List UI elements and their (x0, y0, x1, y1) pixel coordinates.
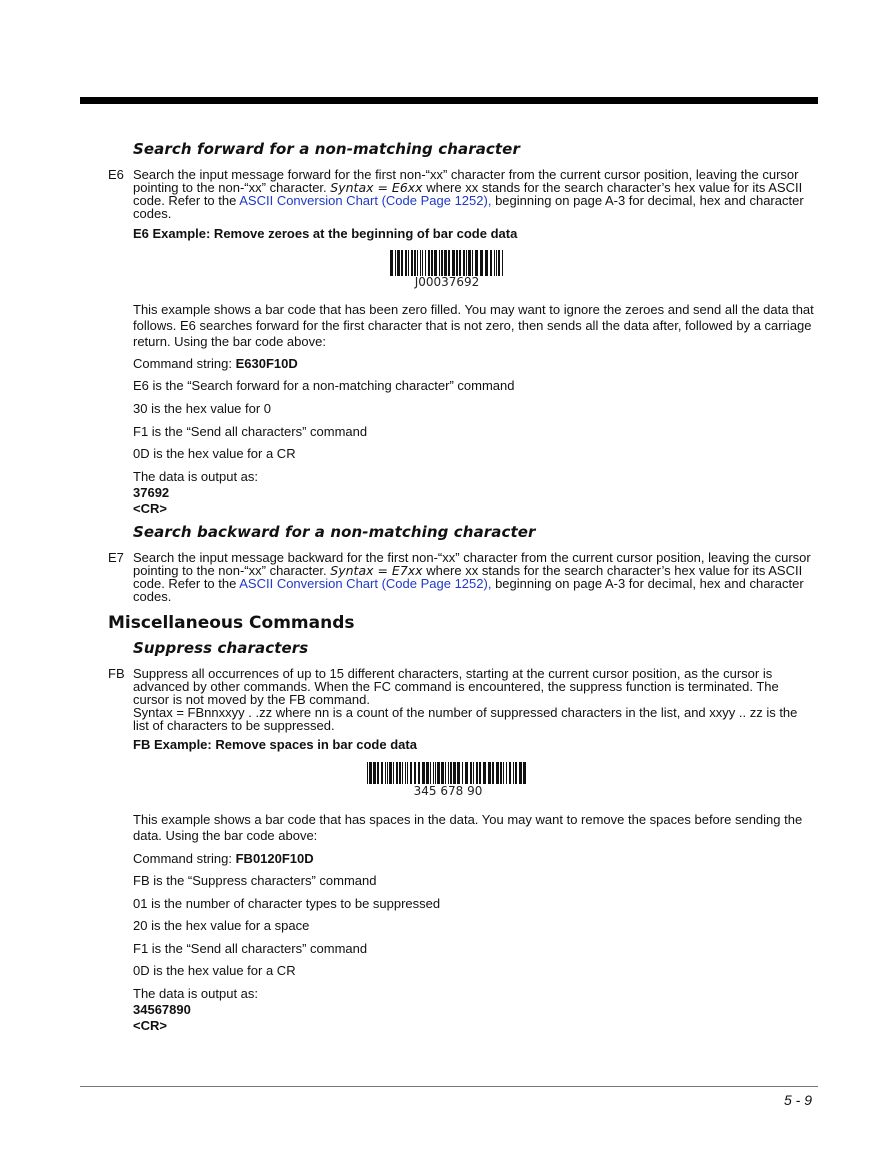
barcode-bar (445, 762, 446, 784)
header-rule (80, 97, 818, 104)
barcode-bar (465, 762, 468, 784)
barcode-bar (480, 250, 483, 276)
barcode-bar (448, 762, 449, 784)
barcode-bar (408, 250, 409, 276)
fb-example-title: FB Example: Remove spaces in bar code data (133, 737, 417, 752)
barcode-bar (410, 762, 412, 784)
fb-command-label: Command string: (133, 851, 232, 866)
barcode-bar (472, 250, 473, 276)
barcode-bar (431, 250, 433, 276)
page-number: 5 - 9 (783, 1092, 812, 1108)
barcode-bar (459, 250, 461, 276)
barcode-bar (502, 250, 503, 276)
barcode-bar (444, 250, 447, 276)
barcode-bar (456, 250, 458, 276)
barcode-bar (422, 762, 425, 784)
e6-line-2: 30 is the hex value for 0 (133, 401, 272, 416)
e6-desc-a: Search the input message forward for the first non-“xx” character from the current cursor position, leaving the cursor pointing to the non-“xx” character. (133, 167, 799, 195)
barcode-bar (373, 762, 376, 784)
e6-output-cr: <CR> (133, 501, 167, 516)
barcode-bar (414, 762, 416, 784)
barcode-bar (462, 762, 463, 784)
barcode-bar (475, 250, 478, 276)
barcode-bar (515, 762, 517, 784)
heading-search-backward: Search backward for a non-matching character (133, 523, 536, 541)
barcode-bar (448, 250, 450, 276)
fb-command-string (133, 851, 314, 867)
fb-output-value: 34567890 (133, 1002, 191, 1017)
e6-command-string (133, 356, 298, 372)
barcode-bar (523, 762, 526, 784)
barcode-bar (390, 250, 393, 276)
barcode-bar (470, 762, 472, 784)
barcode-bar (369, 762, 372, 784)
command-code-e7: E7 (108, 550, 124, 565)
e6-line-1: E6 is the “Search forward for a non-matching character” command (133, 378, 515, 393)
e6-output-value: 37692 (133, 485, 170, 500)
barcode-bar (509, 762, 511, 784)
barcode-bar (437, 762, 440, 784)
barcode-bar (399, 762, 401, 784)
barcode-bar (434, 250, 437, 276)
fb-desc: Suppress all occurrences of up to 15 different characters, starting at the current cursor position, as the cursor is advanced by other commands. When the FC command is encountered, the suppress function is terminated. The cursor is not moved by the FB command. (133, 666, 779, 707)
barcode-e6-image (389, 250, 505, 292)
fb-command-value: FB0120F10D (235, 851, 314, 866)
barcode-bar (485, 250, 488, 276)
e7-desc-c: beginning on page A-3 for decimal, hex and character codes. (133, 576, 804, 604)
barcode-bar (466, 250, 467, 276)
fb-explanation: This example shows a bar code that has spaces in the data. You may want to remove the spaces before sending the data. Using the bar code above: (133, 812, 803, 843)
e6-line-3: F1 is the “Send all characters” command (133, 424, 368, 439)
e6-example-title: E6 Example: Remove zeroes at the beginning of bar code data (133, 226, 518, 241)
barcode-bar (450, 762, 452, 784)
barcode-bar (397, 250, 400, 276)
footer-rule (80, 1086, 818, 1087)
barcode-bar (414, 250, 416, 276)
barcode-bar (430, 762, 431, 784)
barcode-bar (411, 250, 413, 276)
barcode-bar (498, 250, 500, 276)
e7-syntax: Syntax = E7xx (330, 563, 423, 578)
barcode-bar (463, 250, 465, 276)
barcode-bar (367, 762, 368, 784)
e6-desc-c: beginning on page A-3 for decimal, hex and character codes. (133, 193, 804, 221)
barcode-bar (381, 762, 383, 784)
barcode-bar (393, 762, 394, 784)
barcode-bar (405, 762, 406, 784)
barcode-bar (513, 762, 514, 784)
e6-ascii-chart-link[interactable]: ASCII Conversion Chart (Code Page 1252), (239, 193, 492, 208)
barcode-bar (503, 762, 504, 784)
e6-command-value: E630F10D (235, 356, 298, 371)
e6-description (133, 168, 815, 220)
barcode-bar (435, 762, 436, 784)
barcode-bar (428, 250, 430, 276)
e6-command-label: Command string: (133, 356, 232, 371)
barcode-bar (439, 250, 440, 276)
barcode-bar (492, 762, 494, 784)
barcode-bar (425, 250, 426, 276)
barcode-bar (488, 762, 491, 784)
barcode-bar (385, 762, 386, 784)
e6-syntax: Syntax = E6xx (330, 180, 423, 195)
e7-desc-b: where xx stands for the search character’s hex value for its ASCII code. Refer to the (133, 563, 803, 591)
barcode-bar (389, 762, 392, 784)
barcode-bar (479, 762, 481, 784)
fb-output-cr: <CR> (133, 1018, 167, 1033)
barcode-bar (496, 762, 499, 784)
fb-line-2: 01 is the number of character types to be suppressed (133, 896, 441, 911)
e7-ascii-chart-link[interactable]: ASCII Conversion Chart (Code Page 1252), (239, 576, 492, 591)
e7-desc-a: Search the input message backward for the first non-“xx” character from the current cursor position, leaving the cursor pointing to the non-“xx” character. (133, 550, 811, 578)
command-code-fb: FB (108, 666, 125, 681)
barcode-bar (395, 250, 396, 276)
barcode-bar (407, 762, 408, 784)
barcode-bar (417, 250, 418, 276)
e6-output-label: The data is output as: (133, 469, 259, 484)
barcode-bar (422, 250, 423, 276)
e7-description (133, 551, 815, 603)
barcode-e6-text: J00037692 (414, 275, 480, 289)
barcode-bar (401, 250, 403, 276)
heading-miscellaneous-commands: Miscellaneous Commands (108, 613, 355, 633)
barcode-bar (473, 762, 474, 784)
command-code-e6: E6 (108, 167, 124, 182)
barcode-bar (476, 762, 478, 784)
barcode-bar (420, 250, 421, 276)
barcode-bar (496, 250, 497, 276)
fb-line-4: F1 is the “Send all characters” command (133, 941, 368, 956)
e6-explanation: This example shows a bar code that has been zero filled. You may want to ignore the zeroes and send all the data that follows. E6 searches forward for the first character that is not zero, then sends all the data after, followed by a carriage return. Using the bar code above: (133, 302, 814, 349)
heading-search-forward: Search forward for a non-matching character (133, 140, 520, 158)
barcode-fb-image (366, 762, 530, 802)
fb-syntax-line: Syntax = FBnnxxyy . .zz where nn is a count of the number of suppressed characters in the list, and xxyy .. zz is the list of characters to be suppressed. (133, 705, 798, 733)
fb-line-1: FB is the “Suppress characters” command (133, 873, 377, 888)
barcode-bar (426, 762, 429, 784)
barcode-bar (457, 762, 460, 784)
barcode-bar (500, 762, 502, 784)
e6-line-4: 0D is the hex value for a CR (133, 446, 296, 461)
barcode-bar (387, 762, 388, 784)
barcode-bar (377, 762, 379, 784)
barcode-bar (433, 762, 434, 784)
barcode-bar (453, 762, 456, 784)
barcode-bar (405, 250, 407, 276)
barcode-bar (441, 250, 443, 276)
barcode-fb-text: 345 678 90 (413, 784, 483, 798)
heading-suppress-characters: Suppress characters (133, 639, 309, 657)
fb-output-label: The data is output as: (133, 986, 259, 1001)
e6-desc-b: where xx stands for the search character’s hex value for its ASCII code. Refer to the (133, 180, 803, 208)
barcode-bar (506, 762, 507, 784)
barcode-bar (418, 762, 420, 784)
fb-description (133, 667, 815, 732)
barcode-bar (519, 762, 522, 784)
barcode-bar (402, 762, 403, 784)
barcode-e6-bars (389, 250, 505, 276)
fb-line-3: 20 is the hex value for a space (133, 918, 310, 933)
fb-line-5: 0D is the hex value for a CR (133, 963, 296, 978)
barcode-bar (441, 762, 444, 784)
barcode-bar (483, 762, 486, 784)
barcode-fb-bars (366, 762, 530, 784)
barcode-bar (452, 250, 455, 276)
barcode-bar (494, 250, 495, 276)
barcode-bar (490, 250, 492, 276)
barcode-bar (396, 762, 398, 784)
barcode-bar (468, 250, 471, 276)
